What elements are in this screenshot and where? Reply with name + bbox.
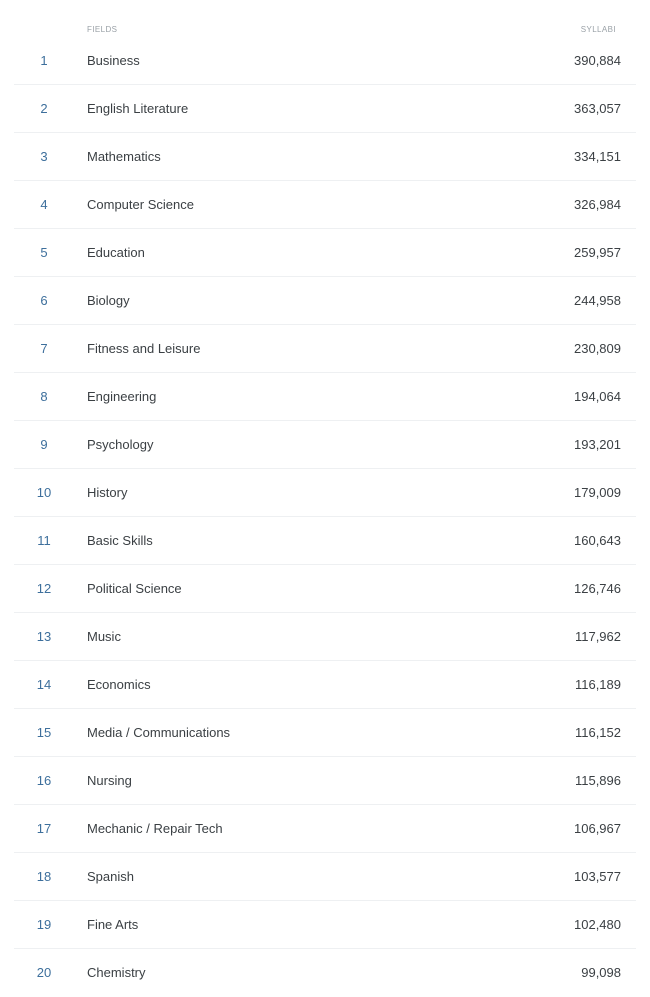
rank-number: 13 — [36, 629, 52, 644]
syllabi-count: 390,884 — [574, 53, 621, 68]
syllabi-count: 117,962 — [574, 629, 621, 644]
rank-number: 14 — [36, 677, 52, 692]
rank-number: 7 — [40, 341, 48, 356]
field-name: Business — [87, 53, 140, 68]
field-name: Psychology — [87, 437, 154, 452]
table-row — [14, 901, 636, 949]
field-name: Chemistry — [87, 965, 146, 980]
table-row — [14, 325, 636, 373]
rank-number: 10 — [36, 485, 52, 500]
field-name: Computer Science — [87, 197, 194, 212]
syllabi-count: 103,577 — [574, 869, 621, 884]
field-name: Music — [87, 629, 121, 644]
table-row — [14, 85, 636, 133]
table-row — [14, 949, 636, 997]
syllabi-count: 116,152 — [574, 725, 621, 740]
rank-number: 2 — [40, 101, 48, 116]
table-row — [14, 565, 636, 613]
rank-number: 17 — [36, 821, 52, 836]
field-name: Engineering — [87, 389, 157, 404]
rank-number: 11 — [37, 533, 51, 548]
syllabi-count: 363,057 — [574, 101, 621, 116]
table-row — [14, 277, 636, 325]
field-name: Nursing — [87, 773, 132, 788]
rank-number: 19 — [36, 917, 52, 932]
table-row — [14, 421, 636, 469]
syllabi-count: 326,984 — [574, 197, 621, 212]
field-name: History — [87, 485, 128, 500]
rank-number: 8 — [40, 389, 48, 404]
syllabi-count: 334,151 — [574, 149, 621, 164]
table-row — [14, 469, 636, 517]
table-row — [14, 37, 636, 85]
rank-number: 4 — [40, 197, 48, 212]
column-header-fields: FIELDS — [87, 25, 118, 34]
field-name: English Literature — [87, 101, 189, 116]
rank-number: 16 — [36, 773, 52, 788]
rank-number: 18 — [36, 869, 52, 884]
field-name: Media / Communications — [87, 725, 231, 740]
rank-number: 5 — [40, 245, 48, 260]
rank-number: 1 — [40, 53, 48, 68]
syllabi-count: 126,746 — [574, 581, 621, 596]
syllabi-count: 259,957 — [574, 245, 621, 260]
syllabi-count: 179,009 — [574, 485, 621, 500]
table-row — [14, 181, 636, 229]
table-row — [14, 805, 636, 853]
rank-number: 9 — [40, 437, 48, 452]
field-name: Fine Arts — [87, 917, 139, 932]
syllabi-count: 116,189 — [574, 677, 621, 692]
table-row — [14, 613, 636, 661]
field-name: Education — [87, 245, 145, 260]
syllabi-count: 102,480 — [574, 917, 621, 932]
table-row — [14, 517, 636, 565]
field-name: Biology — [87, 293, 130, 308]
table-row — [14, 133, 636, 181]
table-row — [14, 661, 636, 709]
field-name: Political Science — [87, 581, 182, 596]
syllabi-count: 244,958 — [574, 293, 621, 308]
field-name: Spanish — [87, 869, 134, 884]
syllabi-count: 106,967 — [574, 821, 621, 836]
table-header — [0, 0, 650, 37]
table-row — [14, 709, 636, 757]
rank-number: 20 — [36, 965, 52, 980]
syllabi-count: 193,201 — [574, 437, 621, 452]
rank-number: 6 — [40, 293, 48, 308]
syllabi-count: 115,896 — [574, 773, 621, 788]
table-body — [0, 37, 650, 997]
rank-number: 3 — [40, 149, 48, 164]
field-name: Economics — [87, 677, 151, 692]
table-row — [14, 229, 636, 277]
column-header-syllabi: SYLLABI — [580, 25, 616, 34]
table-row — [14, 757, 636, 805]
field-name: Fitness and Leisure — [87, 341, 201, 356]
field-name: Mechanic / Repair Tech — [87, 821, 223, 836]
rank-number: 15 — [36, 725, 52, 740]
table-row — [14, 853, 636, 901]
syllabi-count: 230,809 — [574, 341, 621, 356]
syllabi-count: 160,643 — [574, 533, 621, 548]
syllabi-count: 194,064 — [574, 389, 621, 404]
field-name: Basic Skills — [87, 533, 153, 548]
syllabi-count: 99,098 — [581, 965, 621, 980]
table-row — [14, 373, 636, 421]
rank-number: 12 — [36, 581, 52, 596]
field-name: Mathematics — [87, 149, 161, 164]
